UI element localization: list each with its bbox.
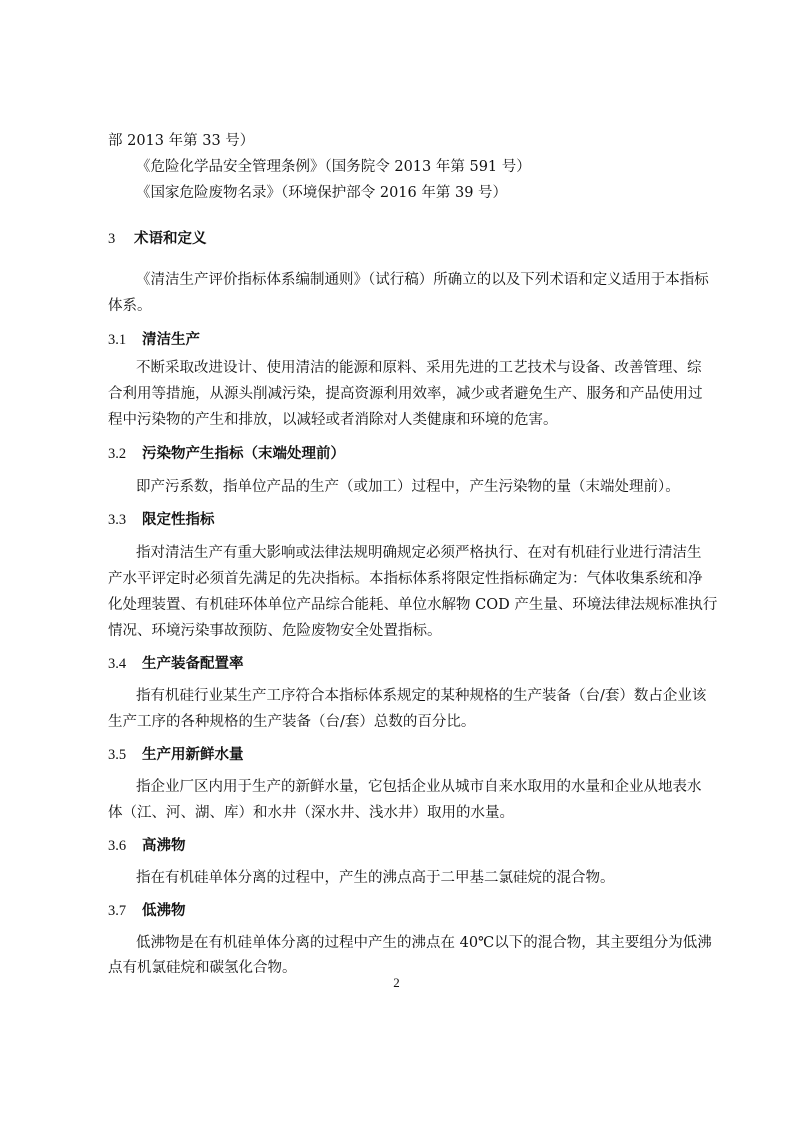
term-number: 3.3 <box>108 512 127 528</box>
section-number: 3 <box>108 231 116 247</box>
term-heading <box>108 654 244 674</box>
term-number: 3.6 <box>108 838 127 854</box>
page-number: 2 <box>393 975 400 990</box>
definition-line: 点有机氯硅烷和碳氢化合物。 <box>108 960 297 976</box>
section-title: 术语和定义 <box>134 231 207 247</box>
intro-line: 部 2013 年第 33 号） <box>108 133 255 149</box>
term-title: 低沸物 <box>142 903 186 919</box>
term-title: 清洁生产 <box>142 332 200 348</box>
term-heading <box>108 836 186 856</box>
term-number: 3.4 <box>108 656 127 672</box>
term-number: 3.2 <box>108 446 127 462</box>
term-heading <box>108 330 200 350</box>
paragraph-line: 体系。 <box>108 298 152 314</box>
term-title: 生产装备配置率 <box>142 656 244 672</box>
definition-line: 指在有机硅单体分离的过程中，产生的沸点高于二甲基二氯硅烷的混合物。 <box>136 870 615 886</box>
term-title: 污染物产生指标（末端处理前） <box>142 446 345 462</box>
definition-line: 产水平评定时必须首先满足的先决指标。本指标体系将限定性指标确定为：气体收集系统和净 <box>108 571 703 587</box>
term-heading <box>108 510 215 530</box>
term-number: 3.5 <box>108 747 127 763</box>
definition-line: 指对清洁生产有重大影响或法律法规明确规定必须严格执行、在对有机硅行业进行清洁生 <box>136 545 702 561</box>
reference-hazardous-waste-list: 《国家危险废物名录》（环境保护部令 2016 年第 39 号） <box>136 185 508 201</box>
term-heading <box>108 901 186 921</box>
definition-line: 化处理装置、有机硅环体单位产品综合能耗、单位水解物 COD 产生量、环境法律法规标准执行 <box>108 597 718 613</box>
reference-regulation: 《危险化学品安全管理条例》（国务院令 2013 年第 591 号） <box>136 159 531 175</box>
definition-line: 指企业厂区内用于生产的新鲜水量，它包括企业从城市自来水取用的水量和企业从地表水 <box>136 779 702 795</box>
term-title: 限定性指标 <box>142 512 215 528</box>
definition-line: 合利用等措施，从源头削减污染，提高资源利用效率，减少或者避免生产、服务和产品使用过 <box>108 386 703 402</box>
definition-line: 低沸物是在有机硅单体分离的过程中产生的沸点在 40℃以下的混合物，其主要组分为低沸 <box>136 935 712 951</box>
definition-line: 情况、环境污染事故预防、危险废物安全处置指标。 <box>108 623 442 639</box>
paragraph-line: 《清洁生产评价指标体系编制通则》（试行稿）所确立的以及下列术语和定义适用于本指标 <box>136 272 709 288</box>
term-title: 生产用新鲜水量 <box>142 747 244 763</box>
term-number: 3.7 <box>108 903 127 919</box>
definition-line: 体（江、河、湖、库）和水井（深水井、浅水井）取用的水量。 <box>108 805 514 821</box>
definition-line: 不断采取改进设计、使用清洁的能源和原料、采用先进的工艺技术与设备、改善管理、综 <box>136 360 702 376</box>
definition-line: 即产污系数，指单位产品的生产（或加工）过程中，产生污染物的量（末端处理前）。 <box>136 479 680 495</box>
definition-line: 程中污染物的产生和排放，以减轻或者消除对人类健康和环境的危害。 <box>108 412 558 428</box>
definition-line: 指有机硅行业某生产工序符合本指标体系规定的某种规格的生产装备（台/套）数占企业该 <box>136 688 707 704</box>
term-heading <box>108 444 345 464</box>
definition-line: 生产工序的各种规格的生产装备（台/套）总数的百分比。 <box>108 714 476 730</box>
term-heading <box>108 745 244 765</box>
term-title: 高沸物 <box>142 838 186 854</box>
term-number: 3.1 <box>108 332 127 348</box>
section-heading <box>108 229 207 249</box>
